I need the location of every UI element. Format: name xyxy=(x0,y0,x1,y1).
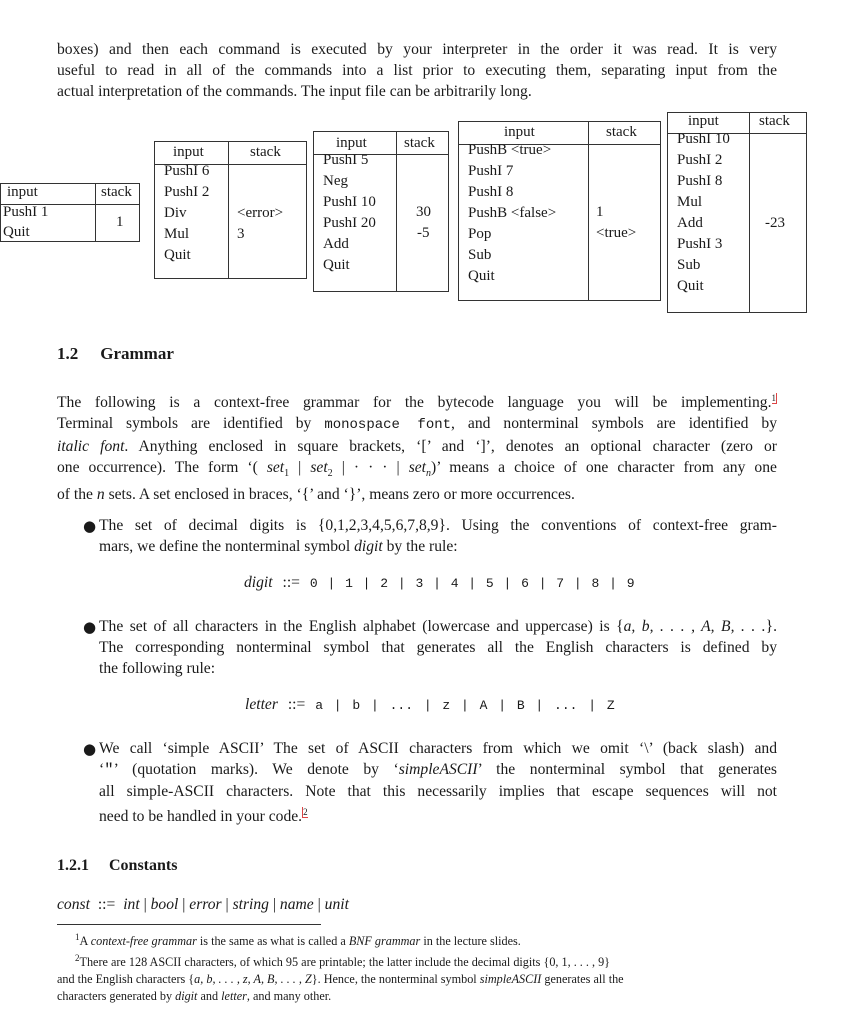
t4-header-stack: stack xyxy=(606,124,637,140)
const-alt-string: string xyxy=(232,896,269,913)
t5-input-1: PushI 2 xyxy=(677,152,723,168)
footnote-ref-2[interactable]: 2 xyxy=(303,807,308,817)
t2-input-4: Quit xyxy=(164,247,191,263)
grammar-line-5-a: of the xyxy=(57,486,93,504)
footnote-1-c: in the lecture slides. xyxy=(423,934,521,949)
b3-line-1: We call ‘simple ASCII’ The set of ASCII characters from which we omit ‘\’ (back slash) and xyxy=(99,740,777,757)
t5-header-stack: stack xyxy=(759,113,790,129)
const-alt-error: error xyxy=(189,896,222,913)
t3-stack-0: 30 xyxy=(416,204,431,220)
b3-line-2-a: ‘ xyxy=(99,761,105,778)
t3-input-2: PushI 10 xyxy=(323,194,376,210)
set1: set xyxy=(266,459,285,477)
b1-line-2 xyxy=(99,536,777,557)
footnote-1-a: A xyxy=(79,934,88,949)
t4-input-3: PushB <false> xyxy=(468,205,557,221)
const-alt-bool: bool xyxy=(150,896,179,913)
bar-3: | xyxy=(396,459,400,477)
const-sep-2: | xyxy=(182,896,186,913)
digit-rule-lhs: digit xyxy=(244,574,273,591)
letter-rule-lhs: letter xyxy=(245,696,278,713)
t3-header-input: input xyxy=(336,135,367,151)
t5-input-2: PushI 8 xyxy=(677,173,723,189)
footnote-2-simpleascii: simpleASCII xyxy=(479,972,542,987)
t2-stack-0: <error> xyxy=(237,205,284,221)
const-rule-lhs: const xyxy=(57,896,90,913)
t1-input-1: Quit xyxy=(3,224,30,240)
t2-input-3: Mul xyxy=(164,226,190,242)
b3-line-4 xyxy=(99,802,777,827)
b2-line-1-a: The set of all characters in the English alphabet (lowercase and uppercase) is { xyxy=(99,618,624,635)
b1-line-2-b: by the rule: xyxy=(386,538,458,555)
b3-simpleascii: simpleASCII xyxy=(398,761,478,778)
section-heading-constants xyxy=(57,857,177,875)
b2-line-2: The corresponding nonterminal symbol that generates all the English characters is defined by xyxy=(99,639,777,656)
footnote-ref-1[interactable]: 1 xyxy=(771,393,776,403)
const-alt-int: int xyxy=(123,896,140,913)
t2-input-1: PushI 2 xyxy=(164,184,210,200)
t2-header-stack: stack xyxy=(250,144,281,160)
grammar-line-1 xyxy=(57,388,777,413)
footnote-1-italic: context-free grammar xyxy=(90,934,197,949)
bullet-1-text xyxy=(99,515,777,557)
footnote-1-b: is the same as what is called a xyxy=(199,934,346,949)
footnote-2-number: 2 xyxy=(75,953,80,964)
footnote-2-line-1 xyxy=(57,950,779,971)
letter-rule xyxy=(245,696,615,714)
digit-rule-op: ::= xyxy=(282,574,300,591)
grammar-line-1-text: The following is a context-free grammar for the bytecode language you will be implementing. xyxy=(57,394,772,412)
grammar-line-3 xyxy=(57,436,777,457)
const-sep-5: | xyxy=(317,896,321,913)
italic-sample: italic font xyxy=(57,438,125,456)
t4-input-0: PushB <true> xyxy=(468,142,552,158)
b3-quote: " xyxy=(104,761,114,779)
footnote-2-line-2-b: }. Hence, the nonterminal symbol xyxy=(311,972,477,987)
t3-header-stack: stack xyxy=(404,135,435,151)
bullet-2-text xyxy=(99,616,777,679)
footnotes xyxy=(57,929,779,1005)
intro-line-2: useful to read in all of the commands into a list prior to executing them, separating input from the xyxy=(57,62,777,79)
const-alt-unit: unit xyxy=(324,896,349,913)
footnote-2-line-2-c: generates all the xyxy=(544,972,624,987)
grammar-line-2-a: Terminal symbols are identified by xyxy=(57,415,312,433)
t3-input-1: Neg xyxy=(323,173,348,189)
const-alt-name: name xyxy=(279,896,314,913)
b1-digit: digit xyxy=(354,538,383,555)
t4-input-2: PushI 8 xyxy=(468,184,514,200)
bullet-3-text xyxy=(99,738,777,827)
t1-input-0: PushI 1 xyxy=(3,204,49,220)
t1-header-input: input xyxy=(7,184,38,200)
bullet-3-dot: ● xyxy=(83,740,97,758)
const-sep-3: | xyxy=(225,896,229,913)
n-symbol: n xyxy=(96,486,105,504)
bar-1: | xyxy=(298,459,302,477)
grammar-line-4-a: one occurrence). The form ‘( xyxy=(57,459,258,477)
t5-stack-0: -23 xyxy=(765,215,785,231)
grammar-line-4 xyxy=(57,457,777,484)
grammar-line-3-b: . Anything enclosed in square brackets, ‘[’ and ‘]’, denotes an optional character (zero or xyxy=(124,438,777,456)
const-sep-4: | xyxy=(272,896,277,913)
t4-input-4: Pop xyxy=(468,226,492,242)
footnote-2-line-2-a: and the English characters { xyxy=(57,972,195,987)
section-heading-grammar xyxy=(57,344,174,364)
letter-rule-rhs: a | b | ... | z | A | B | ... | Z xyxy=(315,698,615,713)
bullet-2-dot: ● xyxy=(83,618,97,636)
t4-header-input: input xyxy=(504,124,535,140)
stack-table-3 xyxy=(313,131,449,292)
const-rule-op: ::= xyxy=(97,896,116,913)
b2-line-1 xyxy=(99,616,777,637)
digit-rule-rhs: 0 | 1 | 2 | 3 | 4 | 5 | 6 | 7 | 8 | 9 xyxy=(309,576,635,591)
stack-table-5 xyxy=(667,112,807,313)
t4-input-1: PushI 7 xyxy=(468,163,514,179)
stack-table-4 xyxy=(458,121,661,301)
footnote-2-line-1-text: There are 128 ASCII characters, of which 95 are printable; the latter include the decimal digits {0, 1, . . . , 9} xyxy=(79,955,611,970)
set1-sub: 1 xyxy=(284,468,290,480)
t3-input-0: PushI 5 xyxy=(323,152,369,168)
t5-input-7: Quit xyxy=(677,278,704,294)
t5-input-6: Sub xyxy=(677,257,701,273)
b3-line-2-b: ’ (quotation marks). We denote by ‘ xyxy=(113,761,399,778)
footnote-2-and: and xyxy=(200,989,219,1004)
digit-rule xyxy=(244,574,635,592)
t5-input-4: Add xyxy=(677,215,703,231)
letter-rule-op: ::= xyxy=(287,696,306,713)
footnote-2-line-2 xyxy=(57,971,779,988)
t5-header-input: input xyxy=(688,113,719,129)
set2: set xyxy=(310,459,328,477)
t1-header-stack: stack xyxy=(101,184,132,200)
t3-input-5: Quit xyxy=(323,257,350,273)
footnote-1 xyxy=(57,929,779,950)
b2-line-3: the following rule: xyxy=(99,660,216,677)
section-number: 1.2 xyxy=(57,344,79,363)
b1-line-2-a: mars, we define the nonterminal symbol xyxy=(99,538,351,555)
grammar-line-5 xyxy=(57,484,777,505)
intro-paragraph xyxy=(57,39,777,102)
b3-line-4-text: need to be handled in your code. xyxy=(99,808,303,826)
footnote-2-line-3-a: characters generated by xyxy=(57,989,173,1004)
t2-input-2: Div xyxy=(164,205,187,221)
b2-set: a, b, . . . , A, B, . . . xyxy=(623,618,766,635)
t3-input-4: Add xyxy=(323,236,349,252)
t1-stack-0: 1 xyxy=(116,214,124,230)
grammar-line-5-b: sets. A set enclosed in braces, ‘{’ and ‘}’, means zero or more occurrences. xyxy=(108,486,575,504)
grammar-line-4-b: )’ means a choice of one character from any one xyxy=(431,459,777,477)
dots: · · · xyxy=(353,459,388,477)
stack-table-2 xyxy=(154,141,307,279)
t5-input-0: PushI 10 xyxy=(677,131,730,147)
footnote-2-digit: digit xyxy=(175,989,198,1004)
footnote-2-line-3-c: , and many other. xyxy=(246,989,332,1004)
t4-input-5: Sub xyxy=(468,247,492,263)
footnote-2-set: a, b, . . . , z, A, B, . . . , Z xyxy=(194,972,312,987)
t3-input-3: PushI 20 xyxy=(323,215,376,231)
footnote-divider xyxy=(57,924,321,925)
footnote-1-number: 1 xyxy=(75,932,80,942)
intro-line-1: boxes) and then each command is executed by your interpreter in the order it was read. It is very xyxy=(57,41,777,58)
b3-line-3: all simple-ASCII characters. Note that this necessarily implies that escape sequences will not xyxy=(99,783,777,800)
b3-line-2-c: ’ the nonterminal symbol that generates xyxy=(477,761,777,778)
t2-stack-1: 3 xyxy=(237,226,245,242)
section-title: Grammar xyxy=(100,344,174,363)
stack-table-1 xyxy=(0,183,140,242)
b1-line-1: The set of decimal digits is {0,1,2,3,4,5,6,7,8,9}. Using the conventions of context-free gram- xyxy=(99,517,777,534)
bullet-1-dot: ● xyxy=(83,517,97,535)
setn-sub: n xyxy=(426,468,432,480)
setn: set xyxy=(408,459,427,477)
b2-line-1-b: }. xyxy=(765,618,777,635)
t4-stack-0: 1 xyxy=(596,204,604,220)
t4-stack-1: <true> xyxy=(596,225,637,241)
b3-line-2 xyxy=(99,759,777,781)
t5-input-5: PushI 3 xyxy=(677,236,723,252)
footnote-2-letter: letter xyxy=(221,989,247,1004)
t3-stack-1: -5 xyxy=(417,225,430,241)
t2-input-0: PushI 6 xyxy=(164,163,210,179)
t4-input-6: Quit xyxy=(468,268,495,284)
footnote-2-line-3 xyxy=(57,988,779,1005)
set2-sub: 2 xyxy=(327,468,333,480)
monospace-sample: monospace font xyxy=(324,417,452,434)
bar-2: | xyxy=(341,459,345,477)
grammar-line-2-b: , and nonterminal symbols are identified by xyxy=(451,415,778,433)
grammar-paragraph xyxy=(57,388,777,505)
intro-line-3: actual interpretation of the commands. The input file can be arbitrarily long. xyxy=(57,83,532,100)
grammar-line-2 xyxy=(57,413,777,436)
subsection-title: Constants xyxy=(109,857,178,874)
subsection-number: 1.2.1 xyxy=(57,857,89,874)
footnote-1-italic-2: BNF grammar xyxy=(348,934,421,949)
const-sep-1: | xyxy=(143,896,147,913)
t2-header-input: input xyxy=(173,144,204,160)
t5-input-3: Mul xyxy=(677,194,703,210)
const-rule xyxy=(57,896,349,914)
